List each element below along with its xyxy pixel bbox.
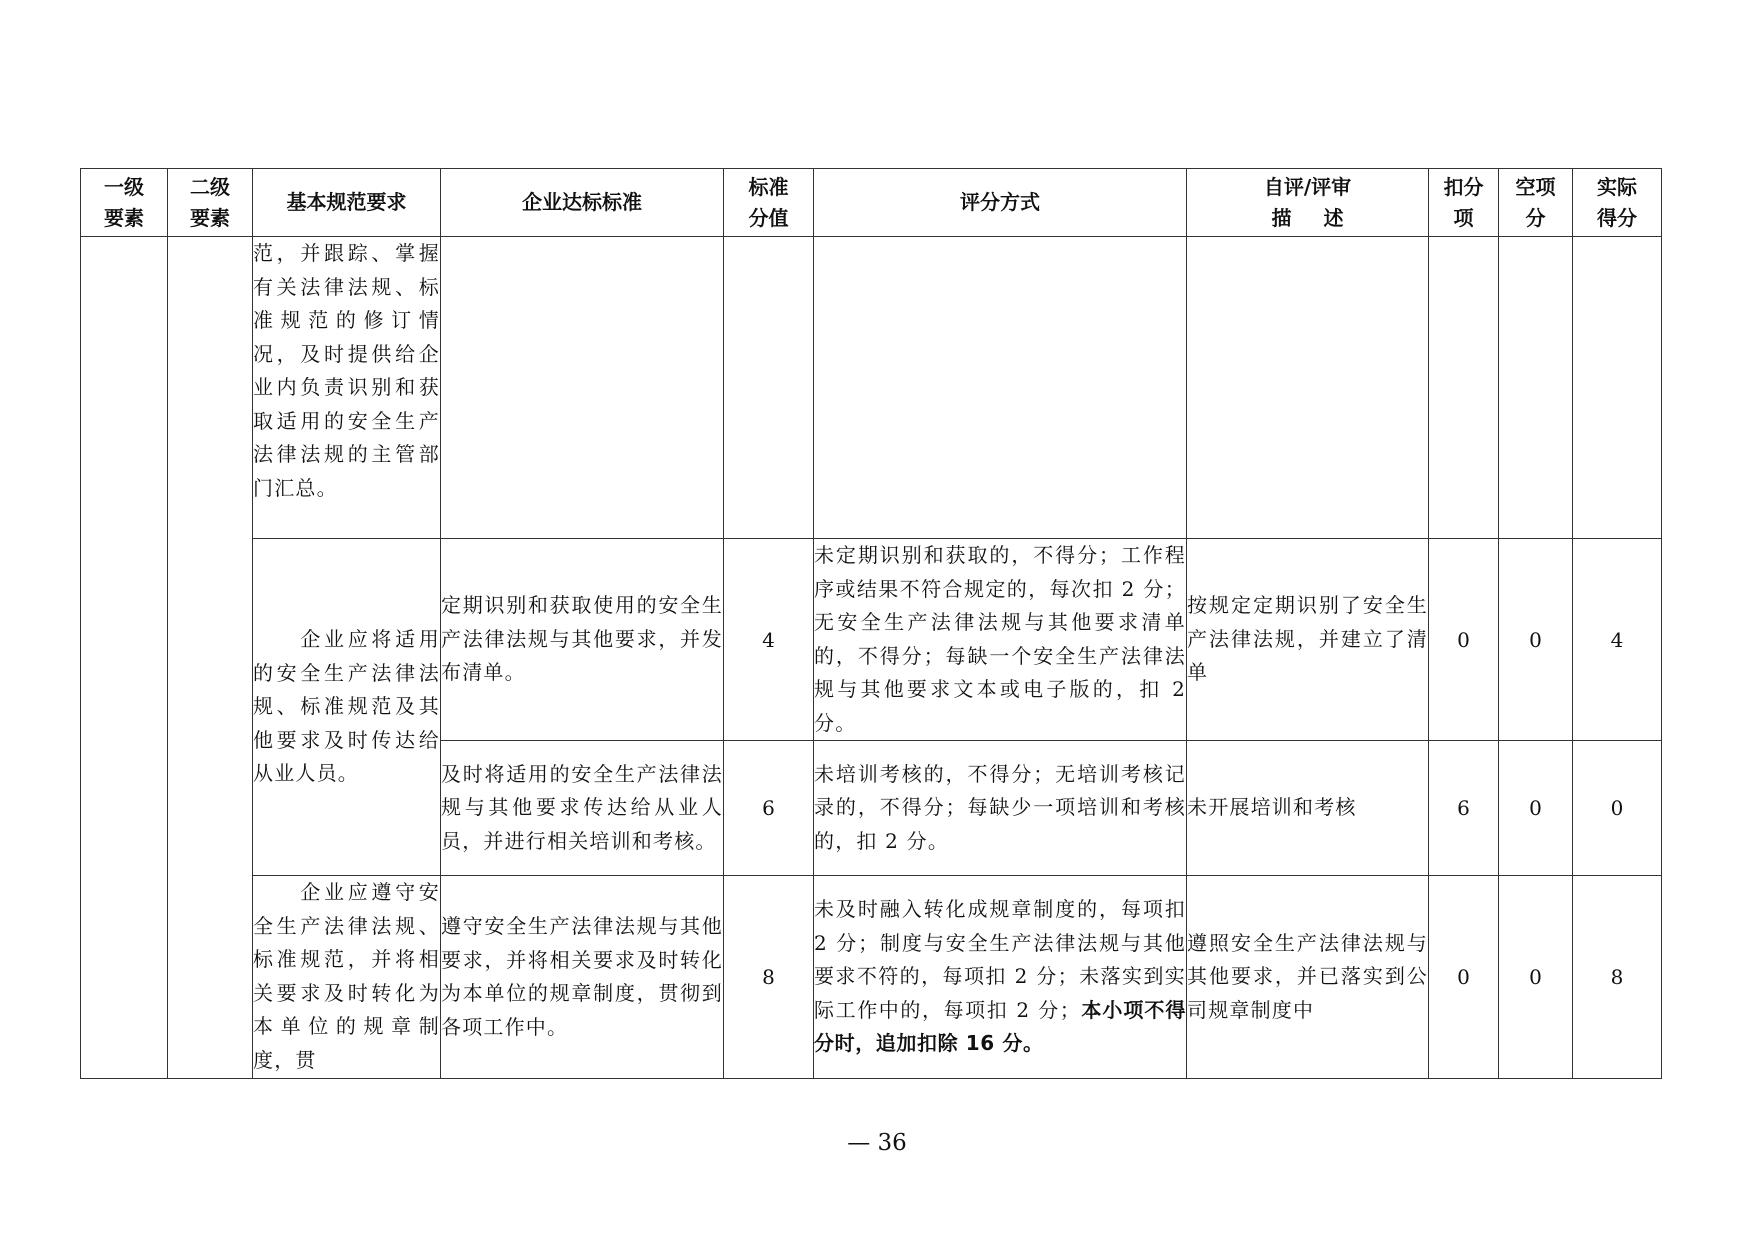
header-self-review-line2b: 述	[1323, 205, 1344, 230]
header-self-review-line1: 自评/评审	[1263, 174, 1352, 199]
header-empty-item	[1499, 169, 1573, 237]
header-standard-score-line1: 标准	[748, 174, 789, 199]
header-basic-requirement: 基本规范要求	[253, 169, 441, 237]
empty-item-cell: 0	[1499, 741, 1573, 876]
header-level2-line1: 二级	[190, 174, 230, 199]
header-self-review-line2	[1187, 203, 1428, 234]
method-bold-note: 本小项不得分时，追加扣除 16 分。	[814, 997, 1187, 1056]
score-cell: 4	[724, 539, 814, 741]
actual-score-cell: 4	[1573, 539, 1662, 741]
header-standard-score-line2: 分值	[748, 205, 789, 230]
header-level2-element	[168, 169, 253, 237]
header-actual-line1: 实际	[1597, 174, 1637, 199]
description-cell: 未开展培训和考核	[1187, 741, 1429, 876]
empty-item-cell: 0	[1499, 539, 1573, 741]
score-cell	[724, 237, 814, 539]
header-level1-line1: 一级	[104, 174, 144, 199]
method-cell	[814, 876, 1194, 1079]
score-cell: 6	[724, 741, 814, 876]
requirement-cell: 企业应遵守安全生产法律法规、标准规范，并将相关要求及时转化为本单位的规章制度，贯	[253, 876, 441, 1079]
table-row	[81, 876, 1662, 1079]
header-level1-element	[81, 169, 168, 237]
requirement-cell: 范，并跟踪、掌握有关法律法规、标准规范的修订情况，及时提供给企业内负责识别和获取适用的安全生产法律法规的主管部门汇总。	[253, 237, 441, 539]
deduction-cell: 0	[1429, 539, 1499, 741]
actual-score-cell	[1573, 237, 1662, 539]
method-cell: 未定期识别和获取的，不得分；工作程序或结果不符合规定的，每次扣 2 分；无安全生产法律法规与其他要求清单的，不得分；每缺一个安全生产法律法规与其他要求文本或电子版的，扣 2 分。	[814, 539, 1187, 741]
standard-cell: 遵守安全生产法律法规与其他要求，并将相关要求及时转化为本单位的规章制度，贯彻到各项工作中。	[441, 876, 724, 1079]
page-number: — 36	[847, 1130, 907, 1156]
empty-item-cell: 0	[1499, 876, 1573, 1079]
header-enterprise-standard: 企业达标标准	[441, 169, 724, 237]
empty-item-cell	[1499, 237, 1573, 539]
deduction-cell: 6	[1429, 741, 1499, 876]
header-deduction	[1429, 169, 1499, 237]
deduction-cell: 0	[1429, 876, 1499, 1079]
header-actual-score	[1573, 169, 1662, 237]
scoring-table	[80, 168, 1662, 1079]
header-standard-score	[724, 169, 814, 237]
level1-element-cell	[81, 237, 168, 1079]
description-cell: 按规定定期识别了安全生产法律法规，并建立了清单	[1187, 539, 1429, 741]
method-cell: 未培训考核的，不得分；无培训考核记录的，不得分；每缺少一项培训和考核的，扣 2 分。	[814, 741, 1187, 876]
score-cell: 8	[724, 876, 814, 1079]
table-row	[81, 237, 1662, 539]
header-scoring-method: 评分方式	[814, 169, 1187, 237]
standard-cell: 定期识别和获取使用的安全生产法律法规与其他要求，并发布清单。	[441, 539, 724, 741]
actual-score-cell: 0	[1573, 741, 1662, 876]
description-cell	[1187, 237, 1429, 539]
header-level1-line2: 要素	[104, 205, 144, 230]
table-row	[81, 539, 1662, 741]
deduction-cell	[1429, 237, 1499, 539]
header-deduction-line1: 扣分	[1443, 174, 1484, 199]
header-empty-line2: 分	[1525, 205, 1546, 230]
header-row	[81, 169, 1662, 237]
header-deduction-line2: 项	[1453, 205, 1474, 230]
header-self-review	[1187, 169, 1429, 237]
header-self-review-line2a: 描	[1271, 205, 1292, 230]
header-level2-line2: 要素	[190, 205, 230, 230]
standard-cell	[441, 237, 724, 539]
method-text: 未及时融入转化成规章制度的，每项扣 2 分；制度与安全生产法律法规与其他要求不符的，每项扣 2 分；未落实到实际工作中的，每项扣 2 分；	[814, 897, 1194, 1022]
method-cell	[814, 237, 1187, 539]
description-cell: 遵照安全生产法律法规与其他要求，并已落实到公司规章制度中	[1187, 876, 1429, 1079]
requirement-cell: 企业应将适用的安全生产法律法规、标准规范及其他要求及时传达给从业人员。	[253, 539, 441, 876]
actual-score-cell: 8	[1573, 876, 1662, 1079]
standard-cell: 及时将适用的安全生产法律法规与其他要求传达给从业人员，并进行相关培训和考核。	[441, 741, 724, 876]
header-empty-line1: 空项	[1515, 174, 1556, 199]
header-actual-line2: 得分	[1597, 205, 1637, 230]
level2-element-cell	[168, 237, 253, 1079]
